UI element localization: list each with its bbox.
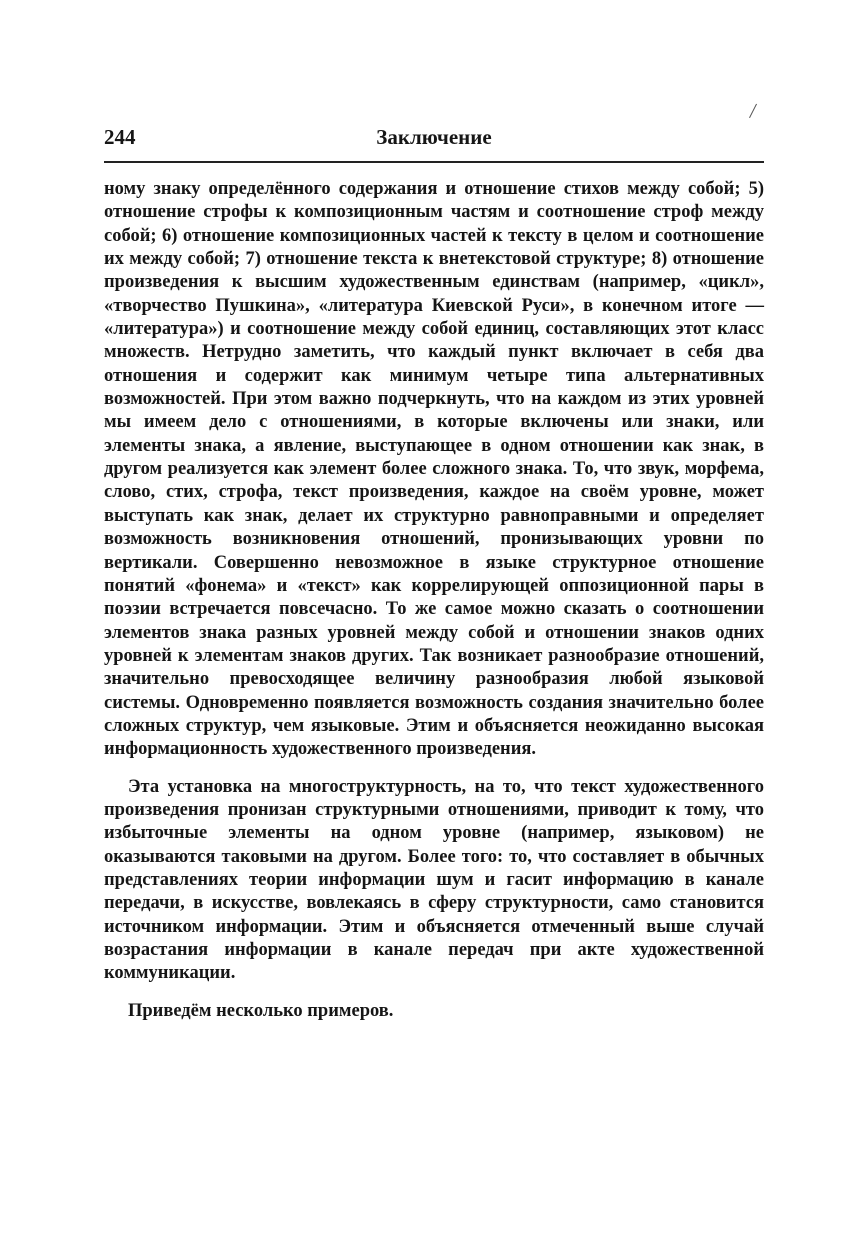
paragraph-3: Приведём несколько примеров.	[128, 1000, 394, 1021]
header-rule	[104, 161, 764, 163]
page-header	[104, 125, 764, 157]
page-number: 244	[104, 125, 136, 149]
paragraph-2: Эта установка на многоструктурность, на то, что текст художественного произведения пронизан структурными отношениями, приводит к тому, что избыточные элементы на одном уровне (например, языковом) не оказываются таковыми на другом. Более того: то, что составляет в обычных представлениях теории информации шум и гасит информацию в канале передачи, в искусстве, вовлекаясь в сферу структурности, само становится источником информации. Этим и объясняется отмеченный выше случай возрастания информации в канале передач при акте художественной коммуникации.	[104, 776, 764, 984]
paragraph-1: ному знаку определённого содержания и отношение стихов между собой; 5) отношение строфы к композиционным частям и соотношение строф между собой; 6) отношение композиционных частей к тексту в целом и соотношение их между собой; 7) отношение текста к внетекстовой структуре; 8) отношение произведения к высшим художественным единствам (например, «цикл», «творчество Пушкина», «литература Киевской Руси», в конечном итоге — «литература») и соотношение между собой единиц, составляющих этот класс множеств. Нетрудно заметить, что каждый пункт включает в себя два отношения и содержит как минимум четыре типа альтернативных возможностей. При этом важно подчеркнуть, что на каждом из этих уровней мы имеем дело с отношениями, в которые включены или знаки, или элементы знака, а явление, выступающее в одном отношении как знак, в другом реализуется как элемент более сложного знака. То, что звук, морфема, слово, стих, строфа, текст произведения, каждое на своём уровне, может выступать как знак, делает их структурно равноправными и определяет возможность возникновения отношений, пронизывающих уровни по вертикали. Совершенно невозможное в языке структурное отношение понятий «фонема» и «текст» как коррелирующей оппозиционной пары в поэзии встречается повсечасно. То же самое можно сказать о соотношении элементов знака разных уровней между собой и отношении знаков одних уровней к элементам знаков других. Так возникает разнообразие отношений, значительно превосходящее величину разнообразия любой языковой системы. Одновременно появляется возможность создания значительно более сложных структур, чем языковые. Этим и объясняется неожиданно высокая информационность художественного произведения.	[104, 179, 764, 760]
margin-pencil-mark: /	[748, 97, 758, 124]
page-body	[104, 178, 764, 1023]
running-title: Заключение	[376, 125, 492, 149]
